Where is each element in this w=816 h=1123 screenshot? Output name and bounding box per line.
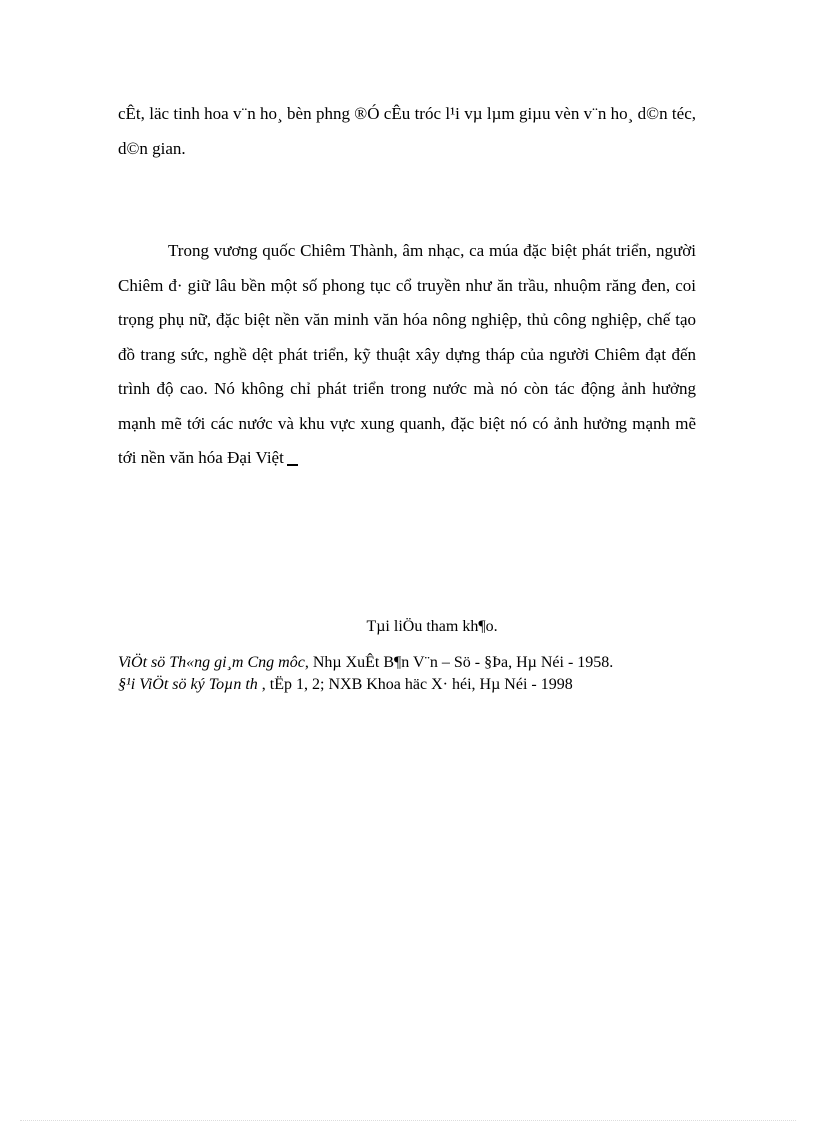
page-bottom-divider	[20, 1120, 796, 1121]
reference-title: §¹i ViÖt sö ký Toµn th	[118, 676, 258, 693]
body-paragraph-champa	[118, 234, 696, 476]
reference-title: ViÖt sö Th«ng gi¸m Cng môc	[118, 654, 305, 671]
reference-details: , tËp 1, 2; NXB Khoa häc X· héi, Hµ Néi - 1998	[257, 676, 573, 693]
reference-item	[118, 652, 698, 674]
text-cursor	[287, 464, 298, 466]
paragraph-2-text: Trong vương quốc Chiêm Thành, âm nhạc, ca múa đặc biệt phát triển, người Chiêm đ· giữ lâu bền một số phong tục cổ truyền như ăn trầu, nhuộm răng đen, coi trọng phụ nữ, đặc biệt nền văn minh văn hóa nông nghiệp, thủ công nghiệp, chế tạo đồ trang sức, nghề dệt phát triển, kỹ thuật xây dựng tháp của người Chiêm đạt đến trình độ cao. Nó không chỉ phát triển trong nước mà nó còn tác động ảnh hưởng mạnh mẽ tới các nước và khu vực xung quanh, đặc biệt nó có ảnh hưởng mạnh mẽ tới nền văn hóa Đại Việt	[118, 241, 696, 467]
references-heading: Tµi liÖu tham kh¶o.	[366, 618, 498, 635]
references-list	[118, 652, 698, 696]
body-paragraph-continuation	[118, 97, 696, 166]
reference-item	[118, 674, 698, 696]
paragraph-1-text: cÊt, läc tinh hoa v¨n ho¸ bèn phng ®Ó cÊu tróc l¹i vµ lµm giµu vèn v¨n ho¸ d©n téc, d©n gian.	[118, 104, 696, 158]
reference-details: , Nhµ XuÊt B¶n V¨n – Sö - §Þa, Hµ Néi - 1958.	[304, 654, 614, 671]
